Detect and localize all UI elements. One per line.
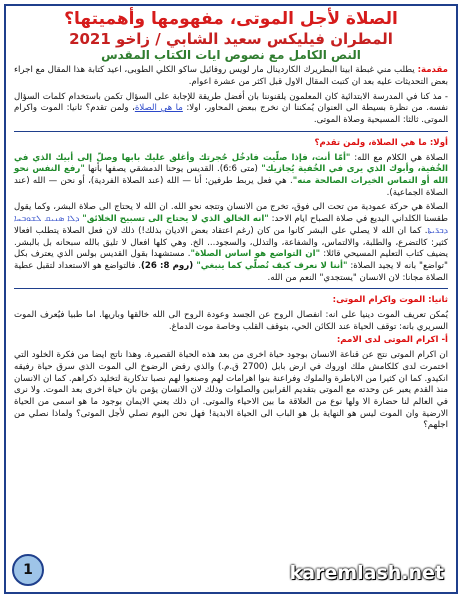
document-header (6, 10, 456, 62)
s1-quote-1: "أمّا أنت، فإذا صلّيت فادخُل حُجرتك وأغلق عليك بابها وصلّ إلى أبيك الذي في الخُفية، وأبوك الذي يرى في الخُفية يُجازيك" (14, 152, 449, 175)
intro-text: يطلب مني غبطة ابينا البطريرك الكاردينال مار لويس روفائيل ساكو الكلي الطوبى، اعيد كتابة هذا المقال مع اجراء بعض التحديثات عليه بعد ان كتبت المقال الاول قبل اكثر من عشرة اعوام. (14, 65, 448, 88)
s1-ref-1: (متى 6:6). القديس يوحنا الدمشقي يصفها بأنها (84, 164, 262, 175)
document-subtitle: النص الكامل مع نصوص ايات الكتاب المقدس (101, 48, 361, 63)
s1p2-quote-3: "أننا لا نعرف كيف نُصلّي كما ينبغي" (196, 260, 348, 271)
intro-text-2a: - مذ كنا في المدرسة الابتدائية كان المعلمون يلقنوننا بان أفضل طريقة للإجابة على السؤال تكمن باستخدام كلمات السؤال نفسه. من نظرة بسيطة الى العنوان يُمكننا ان نخرج ببعض المحاور، اولا: (14, 91, 449, 114)
section-1-paragraph-2 (14, 202, 448, 284)
section-2-paragraph-2: ان اكرام الموتى نتج عن قناعة الانسان بوجود حياة اخرى من بعد هذه الحياة القصيرة. وهذا ناتج ايضا من فكرة الخلود التي اختمرت لدى كلكامش ملك اوروك في ارض بابل (2700 ق.م.) والذي رفض الرضوخ الى الموت الذي سرق حياة رفيقه انكيدو. كما ان كثيرا من الاباطرة والملوك وفراعنة بنوا اهرامات لهم وصنعوا لهم نصبا تذكارية لتخليد ذكراهم. كما ان الانسان منذ القدم يعبر عن وحدته مع الموتى بتقديم القرابين والصلوات وذلك لان الانسان يؤمن بان حياة اخرى بعد الموت. ولا نرى في العالم لنا حضارة الا ولها نوع من العلاقة ما بين الاحياء والموتى. ان ذلك يعني الايمان بوجود ما هو اسمى من الحياة الارضية وان الموت ليس هو النهاية بل هو الباب الى الحياة الابدية! فهل نحن اليوم نصلي لأجل الموتى؟ ولماذا نصلي من اجلهم؟ (14, 350, 448, 431)
section-2-paragraph-1: يُمكن تعريف الموت دينيا على انه: انفصال الروح عن الجسد وعودة الروح الى الله خالقها وباريها. اما طبيا فيُعرف الموت السريري بانه: توقف الحياة عند الكائن الحي، بتوقف القلب وخاصة موت الدماغ. (14, 310, 448, 332)
s1p2-syriac: ܕܠܐ ܣܢܝܩ ܠܫܘܒܚܐ ܕܒܪ̈ܝܬܐ (14, 214, 448, 236)
s1p2-quote: "انه الخالق الذي لا يحتاج الى تسبيح الخلائق" (82, 214, 269, 225)
intro-text-2b: ، ولمن تقدم؟ ثانيا: الموت واكرام الموتى. ثالثا: المسيحية وصلاة الموتى. (14, 103, 448, 126)
intro-paragraph (14, 65, 448, 88)
s1p2-text-d: . فالتواضع هو الاستعداد لتقبل عطية الصلاة مجانا: لان الانسان "يستجدي" النعم من الله. (14, 260, 448, 283)
s1p2-ref: (روم 8: 26) (140, 260, 197, 271)
site-watermark: karemlash.net (289, 562, 444, 584)
intro-paragraph-2 (14, 92, 448, 127)
document-title: الصلاة لأجل الموتى، مفهومها وأهميتها؟ (64, 9, 398, 29)
document-page (4, 4, 458, 594)
section-1-heading: أولا: ما هي الصلاة، ولمن تقدم؟ (314, 137, 448, 148)
section-divider-2 (14, 288, 448, 289)
s1p2-text-b: . كما ان الله لا يصلي على البشر كانوا من كان (رغم اعتقاد بعض الاديان بذلك!) ذلك لان فعل الصلاة يتطلب افعالا كثير: كالتضرع، والطلبة، والالتماس، والشفاعة، والتذلل، والسجود... الخ. وهي كلها افعال لا تليق بالله سبحانه بل بالبشر. يضيف كتاب التعليم المسيحي قائلا: (14, 225, 448, 260)
s1p2-text-a: الصلاة هي حركة عمودية من تحت الى فوق، تخرج من الانسان وتتجه نحو الله. ان الله لا يحتاج الى صلاة البشر، وكما يقول طقسنا الكلداني البديع في صلاة الصباح ايام الاحد: (14, 202, 448, 225)
section-2-subheading: أ- اكرام الموتى لدى الامم: (336, 335, 448, 346)
page-number-badge: 1 (12, 554, 44, 586)
s1-text-b: . هي فعل يربط طرفين: أنا — الله (عند الصلاة الفردية)، أو نحن — الله (عند الصلاة الجماعية). (14, 176, 448, 198)
section-2-heading: ثانيا: الموت واكرام الموتى: (332, 295, 448, 306)
what-is-prayer-link[interactable]: ما هي الصلاة (134, 103, 183, 114)
s1-text-a: الصلاة هي الكلام مع الله: (350, 152, 448, 163)
s1p2-text-c: . مستشهدا بقول القديس بولس الذي يعترف بكل "تواضع" بانه لا يجيد الصلاة: (14, 249, 449, 271)
intro-label: مقدمة: (417, 65, 449, 76)
section-divider (14, 131, 448, 132)
author-line: المطران فيليكس سعيد الشابي / زاخو 2021 (69, 29, 393, 48)
s1-quote-2: "رفع النفس نحو الله أو التماس الخيرات الصالحة منه" (14, 164, 448, 186)
document-body (6, 65, 456, 432)
s1p2-quote-2: "ان التواضع هو اساس الصلاة" (190, 249, 321, 260)
section-1-paragraph-1 (14, 153, 448, 200)
